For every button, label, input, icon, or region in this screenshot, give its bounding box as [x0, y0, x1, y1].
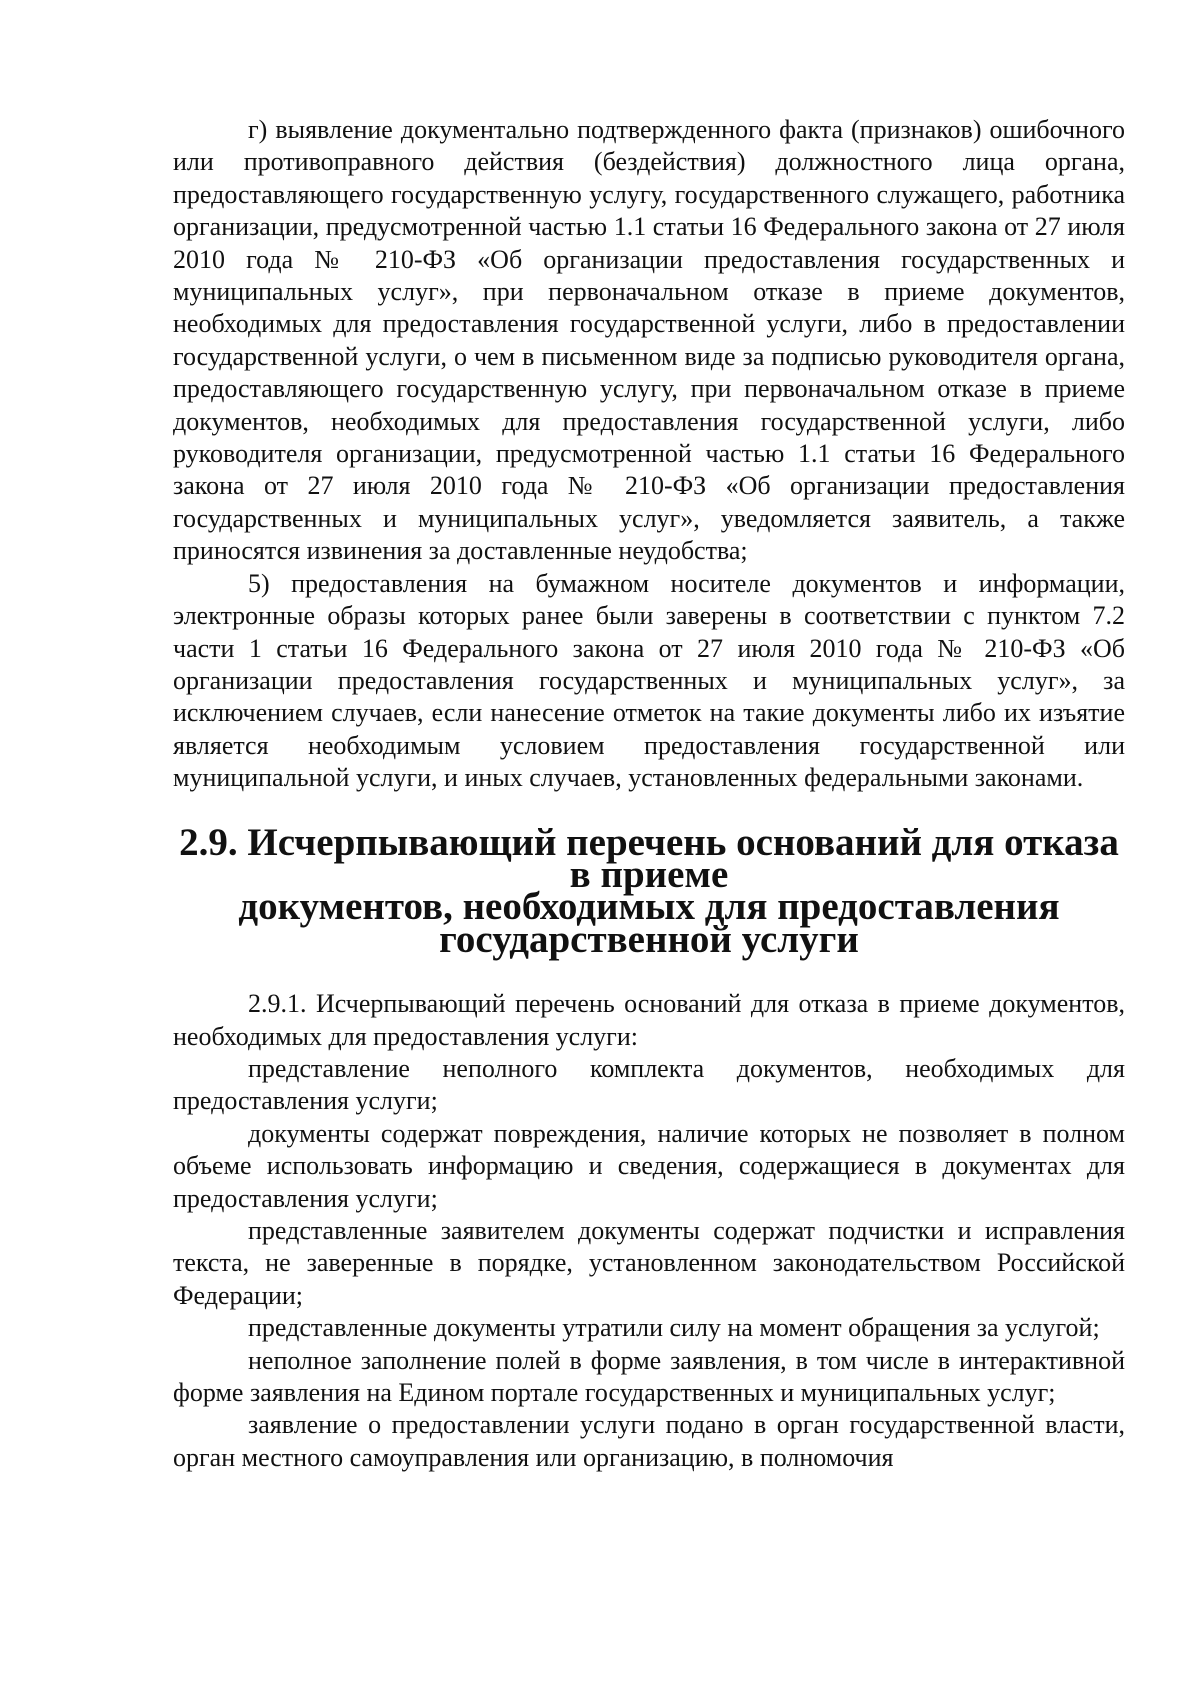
section-2-9-body [173, 988, 1125, 1474]
paragraph-2-9-1: 2.9.1. Исчерпывающий перечень оснований для отказа в приеме документов, необходимых для предоставления услуги: [173, 989, 1125, 1051]
list-item-wrong-authority: заявление о предоставлении услуги подано в орган государственной власти, орган местного самоуправления или организацию, в полномочия [173, 1410, 1125, 1472]
list-item-incomplete-set: представление неполного комплекта документов, необходимых для предоставления услуги; [173, 1053, 1125, 1116]
list-item-expired-documents: представленные документы утратили силу на момент обращения за услугой; [248, 1313, 1100, 1343]
list-item-damaged-documents: документы содержат повреждения, наличие которых не позволяет в полном объеме использовать информацию и сведения, содержащиеся в документах для предоставления услуги; [173, 1118, 1125, 1213]
list-item-incomplete-form: неполное заполнение полей в форме заявления, в том числе в интерактивной форме заявления на Едином портале государственных и муниципальных услуг; [173, 1345, 1125, 1408]
paragraph-g-confirmed-fact: г) выявление документально подтвержденного факта (признаков) ошибочного или противоправного действия (бездействия) должностного лица органа, предоставляющего государственную услугу, государственного служащего, работника организации, предусмотренной частью 1.1 статьи 16 Федерального закона от 27 июля 2010 года № 210-ФЗ «Об организации предоставления государственных и муниципальных услуг», при первоначальном отказе в приеме документов, необходимых для предоставления государственной услуги, либо в предоставлении государственной услуги, о чем в письменном виде за подписью руководителя органа, предоставляющего государственную услугу, при первоначальном отказе в приеме документов, необходимых для предоставления государственной услуги, либо руководителя организации, предусмотренной частью 1.1 статьи 16 Федерального закона от 27 июля 2010 года № 210-ФЗ «Об организации предоставления государственных и муниципальных услуг», уведомляется заявитель, а также приносятся извинения за доставленные неудобства; [173, 115, 1125, 566]
list-item-erasures-corrections: представленные заявителем документы содержат подчистки и исправления текста, не заверенные в порядке, установленном законодательством Российской Федерации; [173, 1216, 1125, 1310]
section-heading-2-9 [173, 820, 1125, 961]
section-heading-line-2: документов, необходимых для предоставления государственной услуги [238, 885, 1060, 961]
section-heading-line-1: 2.9. Исчерпывающий перечень оснований для отказа в приеме [179, 820, 1119, 896]
paragraph-5-paper-documents: 5) предоставления на бумажном носителе документов и информации, электронные образы которых ранее были заверены в соответствии с пунктом 7.2 части 1 статьи 16 Федерального закона от 27 июля 2010 года № 210-ФЗ «Об организации предоставления государственных и муниципальных услуг», за исключением случаев, если нанесение отметок на такие документы либо их изъятие является необходимым условием предоставления государственной или муниципальной услуги, и иных случаев, установленных федеральными законами. [173, 568, 1125, 793]
document-page [173, 114, 1125, 1474]
